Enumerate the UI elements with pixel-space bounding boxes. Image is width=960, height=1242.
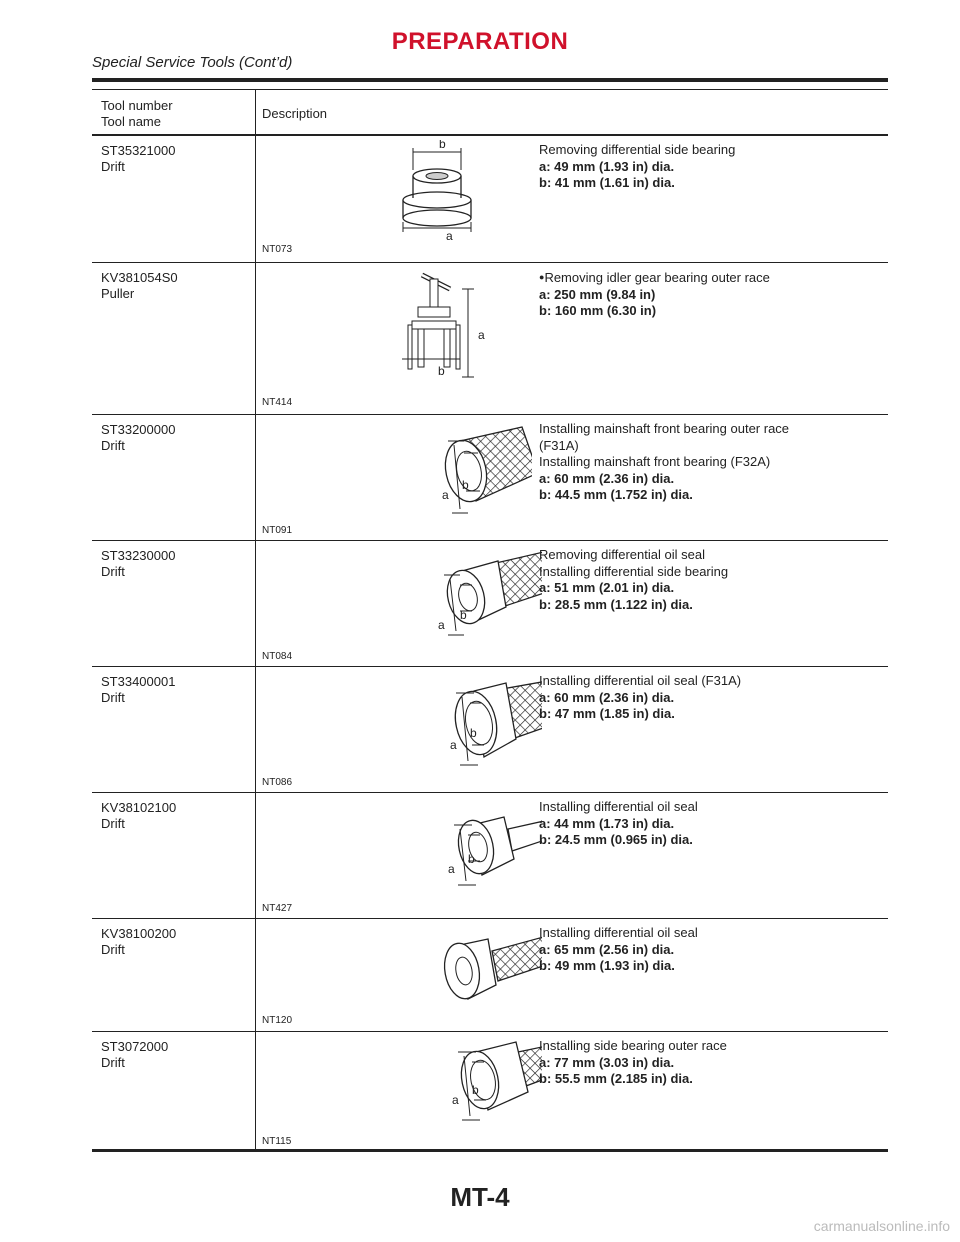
- figure-code: NT086: [262, 777, 293, 788]
- dimension-b: b: 24.5 mm (0.965 in) dia.: [539, 832, 693, 847]
- tool-name: Drift: [101, 159, 125, 174]
- dimension-label-b: b: [439, 140, 446, 151]
- description-line: Installing differential oil seal: [539, 799, 698, 814]
- tool-number: KV38100200: [101, 926, 177, 941]
- tool-illustration: [342, 140, 532, 240]
- dimension-a: a: 49 mm (1.93 in) dia.: [539, 158, 675, 174]
- page-number: MT-4: [450, 1182, 510, 1212]
- tool-description: [539, 269, 770, 320]
- description-line: Installing differential oil seal (F31A): [539, 673, 742, 688]
- tool-number: ST33200000: [101, 422, 176, 437]
- dimension-b: b: 41 mm (1.61 in) dia.: [539, 175, 675, 190]
- dimension-label-a: a: [442, 488, 449, 502]
- dimension-label-b: b: [460, 608, 467, 622]
- description-line: Installing mainshaft front bearing outer race: [539, 421, 790, 436]
- table-top-rule: [92, 89, 888, 90]
- tool-description: [539, 547, 728, 613]
- tool-id: [101, 422, 175, 454]
- tool-id: [101, 548, 175, 580]
- dimension-a: a: 77 mm (3.03 in) dia.: [539, 1054, 675, 1070]
- figure-code: NT091: [262, 525, 293, 536]
- dimension-label-a: a: [450, 738, 457, 752]
- tool-illustration: [342, 675, 542, 779]
- tool-name: Drift: [101, 942, 125, 957]
- tool-row: [92, 793, 888, 919]
- bullet-icon: ●: [539, 272, 545, 282]
- dimension-b: b: 55.5 mm (2.185 in) dia.: [539, 1071, 693, 1086]
- tool-description: [539, 673, 741, 723]
- dimension-a: a: 65 mm (2.56 in) dia.: [539, 941, 675, 957]
- tool-row: [92, 919, 888, 1032]
- dimension-label-a: a: [452, 1093, 459, 1107]
- tool-row: [92, 667, 888, 793]
- tool-row: [92, 415, 888, 541]
- header-rule: [92, 78, 888, 82]
- tool-name: Puller: [101, 286, 135, 301]
- page-subtitle: Special Service Tools (Cont’d): [92, 54, 293, 71]
- dimension-b: b: 44.5 mm (1.752 in) dia.: [539, 487, 693, 502]
- tool-description: [539, 799, 698, 849]
- dimension-b: b: 47 mm (1.85 in) dia.: [539, 706, 675, 721]
- tool-name: Drift: [101, 816, 125, 831]
- tool-number: KV381054S0: [101, 270, 178, 285]
- dimension-a: a: 60 mm (2.36 in) dia.: [539, 470, 675, 486]
- tool-illustration: [342, 1038, 542, 1134]
- dimension-label-b: b: [470, 726, 477, 740]
- description-line: (F31A): [539, 437, 579, 453]
- dimension-b: b: 28.5 mm (1.122 in) dia.: [539, 596, 693, 612]
- dimension-label-a: a: [448, 862, 455, 876]
- tool-id: [101, 926, 176, 958]
- dimension-b: b: 49 mm (1.93 in) dia.: [539, 958, 675, 973]
- figure-code: NT427: [262, 903, 293, 914]
- tool-number: ST35321000: [101, 143, 176, 158]
- tool-description: [539, 421, 789, 504]
- tool-id: [101, 1039, 168, 1071]
- tool-row: [92, 541, 888, 667]
- tool-row: [92, 1032, 888, 1149]
- tool-number: KV38102100: [101, 800, 177, 815]
- dimension-label-a: a: [446, 229, 453, 240]
- tool-illustration: [342, 801, 542, 905]
- tool-id: [101, 270, 178, 302]
- dimension-label-b: b: [462, 478, 469, 492]
- tool-description: [539, 142, 735, 192]
- tool-name: Drift: [101, 690, 125, 705]
- figure-code: NT414: [262, 397, 293, 408]
- dimension-a: a: 51 mm (2.01 in) dia.: [539, 580, 675, 595]
- tool-id: [101, 800, 176, 832]
- column-header-tool-number: Tool number: [101, 98, 173, 113]
- figure-code: NT115: [262, 1136, 292, 1147]
- description-line: Removing differential side bearing: [539, 142, 736, 157]
- tool-number: ST33400001: [101, 674, 176, 689]
- tool-id: [101, 143, 175, 175]
- tool-description: [539, 1038, 727, 1088]
- tool-description: [539, 925, 698, 975]
- tool-name: Drift: [101, 1055, 125, 1070]
- tool-row: [92, 136, 888, 263]
- figure-code: NT084: [262, 651, 293, 662]
- description-line: Installing differential side bearing: [539, 563, 729, 579]
- column-header-tool: [101, 98, 173, 130]
- watermark: carmanualsonline.info: [813, 1218, 950, 1234]
- page-title: PREPARATION: [391, 28, 569, 55]
- tool-number: ST3072000: [101, 1039, 169, 1054]
- table-bottom-rule: [92, 1149, 888, 1152]
- tool-row: [92, 263, 888, 415]
- description-line: Removing differential oil seal: [539, 547, 705, 562]
- dimension-label-a: a: [438, 618, 445, 632]
- dimension-label-b: b: [468, 852, 475, 866]
- description-line: Installing side bearing outer race: [539, 1038, 727, 1053]
- tool-illustration: [342, 929, 542, 1019]
- dimension-label-b: b: [438, 364, 445, 378]
- dimension-b: b: 160 mm (6.30 in): [539, 303, 657, 318]
- description-line: ●Removing idler gear bearing outer race: [539, 270, 770, 285]
- description-line: Installing mainshaft front bearing (F32A): [539, 454, 771, 469]
- tool-illustration: [342, 421, 532, 525]
- dimension-label-b: b: [472, 1083, 479, 1097]
- dimension-a: a: 44 mm (1.73 in) dia.: [539, 815, 675, 831]
- tool-number: ST33230000: [101, 548, 176, 563]
- figure-code: NT120: [262, 1015, 293, 1026]
- dimension-label-a: a: [478, 328, 485, 342]
- tool-name: Drift: [101, 438, 125, 453]
- description-line: Installing differential oil seal: [539, 925, 698, 940]
- tool-name: Drift: [101, 564, 125, 579]
- dimension-a: a: 250 mm (9.84 in): [539, 286, 656, 302]
- figure-code: NT073: [262, 244, 293, 255]
- tool-id: [101, 674, 175, 706]
- column-header-description: Description: [262, 106, 328, 121]
- tool-illustration: [342, 549, 542, 653]
- column-header-tool-name: Tool name: [101, 114, 161, 129]
- dimension-a: a: 60 mm (2.36 in) dia.: [539, 689, 675, 705]
- tool-illustration: [342, 265, 532, 389]
